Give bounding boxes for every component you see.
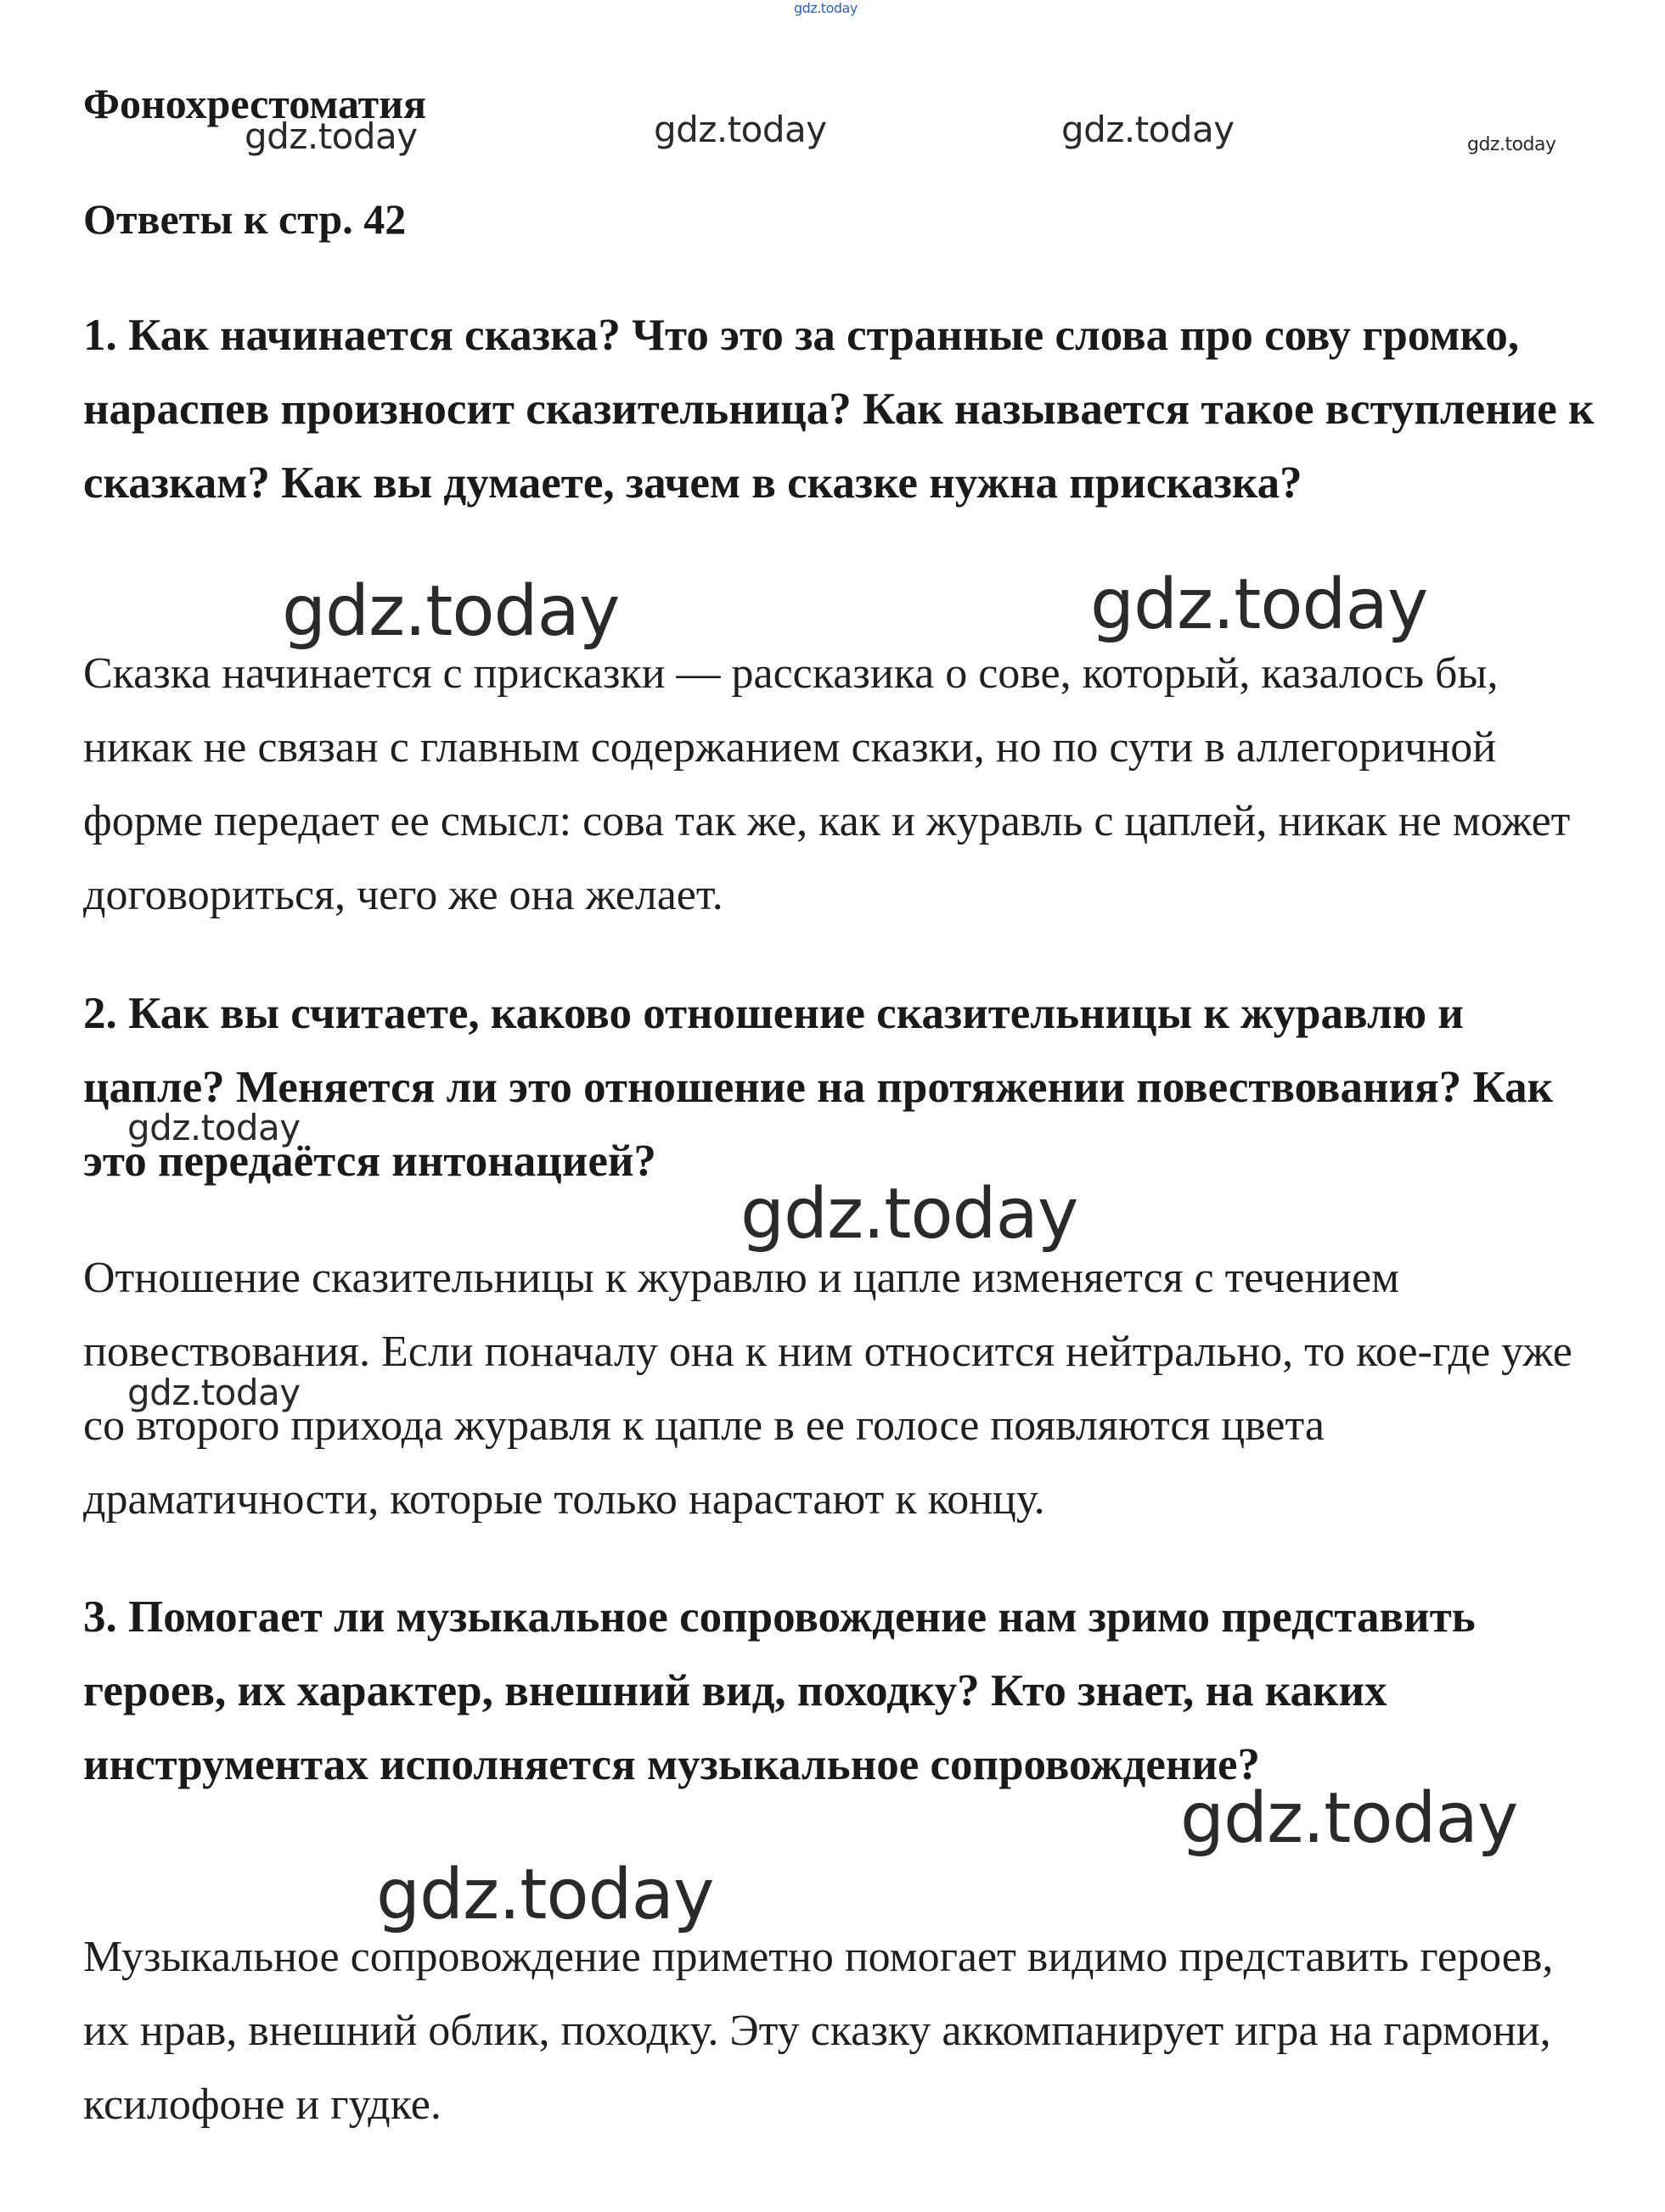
watermark: gdz.today: [376, 1855, 714, 1935]
page-subtitle: Ответы к стр. 42: [83, 195, 407, 243]
page-title: Фонохрестоматия: [83, 80, 427, 127]
watermark: gdz.today: [245, 115, 418, 157]
watermark: gdz.today: [740, 1174, 1078, 1255]
watermark: gdz.today: [1061, 109, 1235, 150]
watermark: gdz.today: [127, 1107, 301, 1148]
watermark: gdz.today: [1180, 1778, 1518, 1859]
watermark: gdz.today: [654, 109, 827, 150]
watermark: gdz.today: [1467, 134, 1556, 155]
answer-2: Отношение сказительницы к журавлю и цапле изменяется с течением повествования. Если поначалу она к ним относится нейтрально, то кое-где уже со второго прихода журавля к цапле в ее голосе появляются цвета драматичности, которые только нарастают к концу.: [83, 1254, 1572, 1524]
question-3: 3. Помогает ли музыкальное сопровождение нам зримо представить героев, их характер, внешний вид, походку? Кто знает, на каких инструментах исполняется музыкальное сопровождение?: [83, 1592, 1476, 1789]
answer-3: Музыкальное сопровождение приметно помогает видимо представить героев, их нрав, внешний облик, походку. Эту сказку аккомпанирует игра на гармони, ксилофоне и гудке.: [83, 1933, 1554, 2129]
watermark: gdz.today: [794, 0, 858, 16]
answer-1: Сказка начинается с присказки — рассказика о сове, который, казалось бы, никак не связан с главным содержанием сказки, но по сути в аллегоричной форме передает ее смысл: сова так же, как и журавль с цаплей, никак не может договориться, чего же она желает.: [83, 649, 1571, 919]
question-2: 2. Как вы считаете, каково отношение сказительницы к журавлю и цапле? Меняется ли это отношение на протяжении повествования? Как это передаётся интонацией?: [83, 989, 1554, 1186]
watermark: gdz.today: [127, 1372, 301, 1413]
question-1: 1. Как начинается сказка? Что это за странные слова про сову громко, нараспев произносит сказительница? Как называется такое вступление к сказкам? Как вы думаете, зачем в сказке нужна присказка?: [83, 311, 1595, 508]
watermark: gdz.today: [1090, 564, 1428, 645]
watermark: gdz.today: [282, 571, 620, 652]
